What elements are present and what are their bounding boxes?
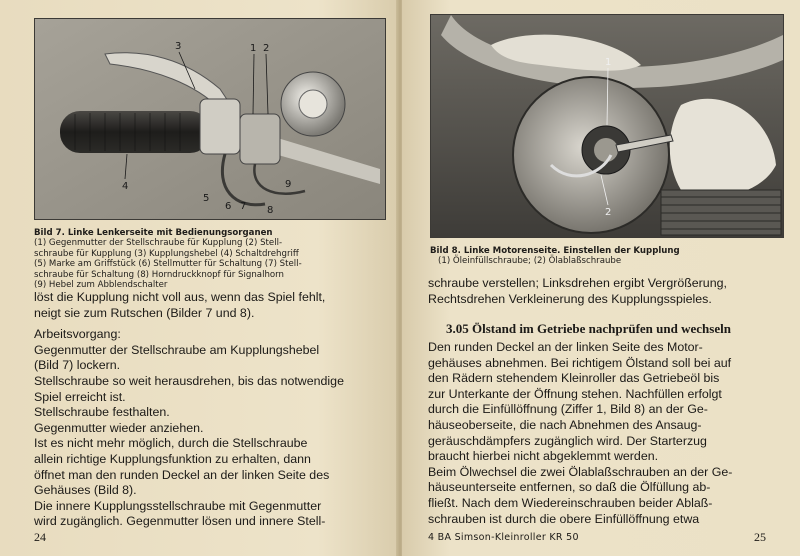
text-line: zur Unterkante der Öffnung stehen. Nachfüllen erfolgt bbox=[428, 386, 722, 401]
figure-8-photo bbox=[430, 14, 784, 238]
engine-clutch-illustration bbox=[431, 15, 783, 237]
text-line: Gehäuses (Bild 8). bbox=[34, 483, 137, 498]
text-line: öffnet man den runden Deckel an der linken Seite des bbox=[34, 467, 330, 482]
handlebar-illustration bbox=[35, 19, 385, 219]
text-line: Ist es nicht mehr möglich, durch die Stellschraube bbox=[34, 436, 308, 451]
page-footer-signature: 4 BA Simson-Kleinroller KR 50 bbox=[428, 532, 579, 543]
callout-7: 7 bbox=[240, 201, 247, 212]
callout-9: 9 bbox=[285, 179, 292, 190]
figure-8-caption bbox=[430, 246, 792, 267]
callout-8: 8 bbox=[267, 205, 274, 216]
text-line: wird zugänglich. Gegenmutter lösen und innere Stell- bbox=[34, 514, 326, 529]
text-line: allein richtige Kupplungsfunktion zu erhalten, dann bbox=[34, 451, 311, 466]
text-line: (Bild 7) lockern. bbox=[34, 358, 121, 373]
figure-7-caption-title: Bild 7. Linke Lenkerseite mit Bedienungsorganen bbox=[34, 228, 273, 238]
caption-line: (9) Hebel zum Abblendschalter bbox=[34, 280, 168, 291]
left-page bbox=[0, 0, 398, 556]
text-line: Gegenmutter der Stellschraube am Kupplungshebel bbox=[34, 342, 320, 357]
text-line: Rechtsdrehen Verkleinerung des Kupplungsspieles. bbox=[428, 291, 712, 306]
caption-line: schraube für Schaltung (8) Horndruckknopf für Signalhorn bbox=[34, 269, 284, 280]
right-body-text bbox=[428, 340, 792, 527]
caption-line: schraube für Kupplung (3) Kupplungshebel (4) Schaltdrehgriff bbox=[34, 248, 299, 259]
text-line: schraube verstellen; Linksdrehen ergibt Vergrößerung, bbox=[428, 276, 727, 290]
left-body-text bbox=[34, 290, 390, 530]
caption-line: (1) Öleinfüllschraube; (2) Ölablaßschraube bbox=[438, 256, 622, 267]
right-intro-text bbox=[428, 276, 792, 307]
section-heading-3-05: 3.05 Ölstand im Getriebe nachprüfen und wechseln bbox=[446, 321, 731, 336]
text-line: neigt sie zum Rutschen (Bilder 7 und 8). bbox=[34, 305, 255, 320]
text-line: Arbeitsvorgang: bbox=[34, 327, 121, 342]
text-line: Den runden Deckel an der linken Seite des Motor- bbox=[428, 340, 703, 354]
callout-2: 2 bbox=[263, 43, 270, 54]
callout-5: 5 bbox=[203, 193, 210, 204]
figure-8-caption-title: Bild 8. Linke Motorenseite. Einstellen der Kupplung bbox=[430, 246, 680, 256]
text-line: Gegenmutter wieder anziehen. bbox=[34, 420, 204, 435]
text-line: den Rädern stehendem Kleinroller das Getriebeöl bis bbox=[428, 371, 720, 386]
callout-1: 1 bbox=[605, 57, 612, 68]
text-line: häuseoberseite, die nach Abnehmen des Ansaug- bbox=[428, 417, 702, 432]
text-line: Beim Ölwechsel die zwei Ölablaßschrauben an der Ge- bbox=[428, 464, 733, 479]
text-line: schrauben ist durch die obere Einfüllöffnung etwa bbox=[428, 511, 700, 526]
text-line: geräuschdämpfers zugänglich wird. Der Starterzug bbox=[428, 433, 707, 448]
text-line: Stellschraube so weit herausdrehen, bis das notwendige bbox=[34, 373, 344, 388]
figure-7-photo bbox=[34, 18, 386, 220]
text-line: gehäuses abnehmen. Bei richtigem Ölstand soll bei auf bbox=[428, 355, 732, 370]
text-line: braucht hierbei nicht abgeklemmt werden. bbox=[428, 449, 659, 464]
caption-line: (5) Marke am Griffstück (6) Stellmutter für Schaltung (7) Stell- bbox=[34, 259, 302, 270]
text-line: Spiel erreicht ist. bbox=[34, 389, 126, 404]
callout-3: 3 bbox=[175, 41, 182, 52]
callout-1: 1 bbox=[250, 43, 257, 54]
callout-4: 4 bbox=[122, 181, 129, 192]
caption-line: (1) Gegenmutter der Stellschraube für Kupplung (2) Stell- bbox=[34, 238, 283, 249]
callout-2: 2 bbox=[605, 207, 612, 218]
page-number-right: 25 bbox=[754, 530, 766, 544]
figure-7-caption bbox=[34, 228, 390, 290]
text-line: Die innere Kupplungsstellschraube mit Gegenmutter bbox=[34, 498, 322, 513]
text-line: fließt. Nach dem Wiedereinschrauben beider Ablaß- bbox=[428, 495, 713, 510]
text-line: häuseunterseite entfernen, so daß die Ölfüllung ab- bbox=[428, 480, 711, 495]
right-page bbox=[402, 0, 800, 556]
page-number-left: 24 bbox=[34, 530, 46, 544]
callout-6: 6 bbox=[225, 201, 232, 212]
text-line: Stellschraube festhalten. bbox=[34, 405, 170, 420]
text-line: durch die Einfüllöffnung (Ziffer 1, Bild 8) an der Ge- bbox=[428, 402, 708, 417]
text-line: löst die Kupplung nicht voll aus, wenn das Spiel fehlt, bbox=[34, 290, 326, 304]
